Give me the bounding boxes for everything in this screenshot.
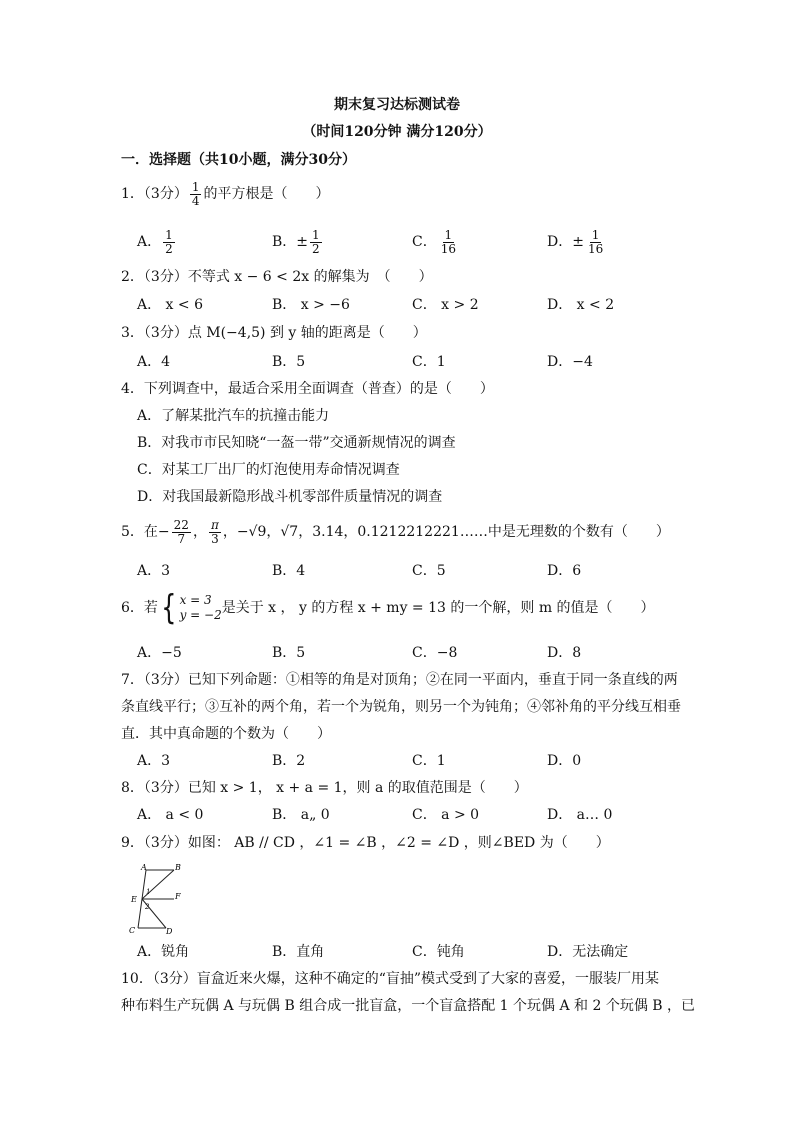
question-7-line-2: 条直线平行；③互补的两个角，若一个为锐角，则另一个为钝角；④邻补角的平分线互相垂	[121, 699, 681, 715]
question-9: 9．（3分）如图： AB // CD ，∠1 = ∠B ，∠2 = ∠D ，则∠BED 为（ ）	[121, 835, 610, 851]
question-4: 4．下列调查中，最适合采用全面调查（普查）的是（ ）	[121, 381, 494, 397]
label-c: C	[129, 926, 136, 934]
fraction: $\frac{1}{4}$	[191, 179, 200, 208]
option-d: D．无法确定	[547, 944, 629, 960]
angle-1-label: 1	[146, 888, 151, 896]
geometry-figure	[126, 862, 186, 934]
option-a: A．3	[137, 753, 171, 769]
option-b: B．5	[272, 354, 306, 370]
option-b: B．直角	[272, 944, 325, 960]
option-a: A．−5	[137, 645, 182, 661]
page-title: 期末复习达标测试卷	[334, 97, 460, 113]
option-b: B． a„ 0	[272, 807, 330, 823]
option-c: C．对某工厂出厂的灯泡使用寿命情况调查	[137, 462, 400, 478]
question-7-line-1: 7．（3分）已知下列命题：①相等的角是对顶角；②在同一平面内，垂直于同一条直线的两	[121, 672, 678, 688]
option-d: D．8	[547, 645, 582, 661]
question-5: 5．在− $\frac{22}{7}$ ， $\frac{\pi}{3}$ ，−√9，√7，3.14，0.1212212221……中是无理数的个数有（ ）	[121, 517, 670, 546]
option-d: D．对我国最新隐形战斗机零部件质量情况的调查	[137, 489, 443, 505]
option-c: C．钝角	[412, 944, 465, 960]
option-b: B． x > −6	[272, 297, 350, 313]
option-b: B．对我市市民知晓“一盔一带”交通新规情况的调查	[137, 435, 456, 451]
option-d: D． x < 2	[547, 297, 615, 313]
question-10-line-1: 10．（3分）盲盒近来火爆，这种不确定的“盲抽”模式受到了大家的喜爱，一服装厂用某	[121, 971, 660, 987]
option-d: D．0	[547, 753, 582, 769]
question-10-line-2: 种布料生产玩偶 A 与玩偶 B 组合成一批盲盒，一个盲盒搭配 1 个玩偶 A 和 2 个玩偶 B ，已	[121, 998, 696, 1014]
equation-system: { x = 3 y = −2	[161, 588, 222, 628]
label-e: E	[131, 895, 137, 904]
option-a: A． x < 6	[137, 297, 203, 313]
question-3: 3．（3分）点 M(−4,5) 到 y 轴的距离是（ ）	[121, 325, 427, 341]
option-d: D．−4	[547, 354, 593, 370]
option-a: A．锐角	[137, 944, 190, 960]
option-a: A．4	[137, 354, 171, 370]
option-a: A． $\frac{1}{2}$	[137, 227, 173, 256]
option-a: A． a < 0	[137, 807, 204, 823]
option-b: B．± $\frac{1}{2}$	[272, 227, 320, 256]
question-6: 6．若 { x = 3 y = −2 是关于 x ， y 的方程 x + my = 13 的一个解，则 m 的值是（ ）	[121, 588, 655, 628]
option-d: D．6	[547, 563, 582, 579]
question-8: 8．（3分）已知 x > 1， x + a = 1，则 a 的取值范围是（ ）	[121, 780, 528, 796]
section-heading: 一．选择题（共10小题，满分30分）	[121, 152, 356, 168]
label-d: D	[166, 927, 173, 934]
option-d: D．± $\frac{1}{16}$	[547, 227, 604, 256]
option-c: C．1	[412, 753, 446, 769]
option-b: B．4	[272, 563, 306, 579]
option-b: B．5	[272, 645, 306, 661]
option-c: C． a > 0	[412, 807, 480, 823]
question-7-line-3: 直．其中真命题的个数为（ ）	[121, 726, 331, 742]
option-a: A．了解某批汽车的抗撞击能力	[137, 408, 330, 424]
question-1: 1．（3分） $\frac{1}{4}$ 的平方根是（ ）	[121, 179, 330, 208]
option-c: C．1	[412, 354, 446, 370]
option-c: C．−8	[412, 645, 458, 661]
option-c: C． $\frac{1}{16}$	[412, 227, 456, 256]
option-c: C．5	[412, 563, 446, 579]
option-a: A．3	[137, 563, 171, 579]
label-a: A	[141, 863, 147, 872]
label-f: F	[175, 892, 181, 901]
page-subtitle: （时间120分钟 满分120分）	[302, 124, 492, 140]
option-b: B．2	[272, 753, 306, 769]
option-d: D． a… 0	[547, 807, 613, 823]
question-2: 2．（3分）不等式 x − 6 < 2x 的解集为 （ ）	[121, 269, 433, 285]
label-b: B	[175, 863, 181, 872]
option-c: C． x > 2	[412, 297, 479, 313]
angle-2-label: 2	[145, 903, 150, 911]
